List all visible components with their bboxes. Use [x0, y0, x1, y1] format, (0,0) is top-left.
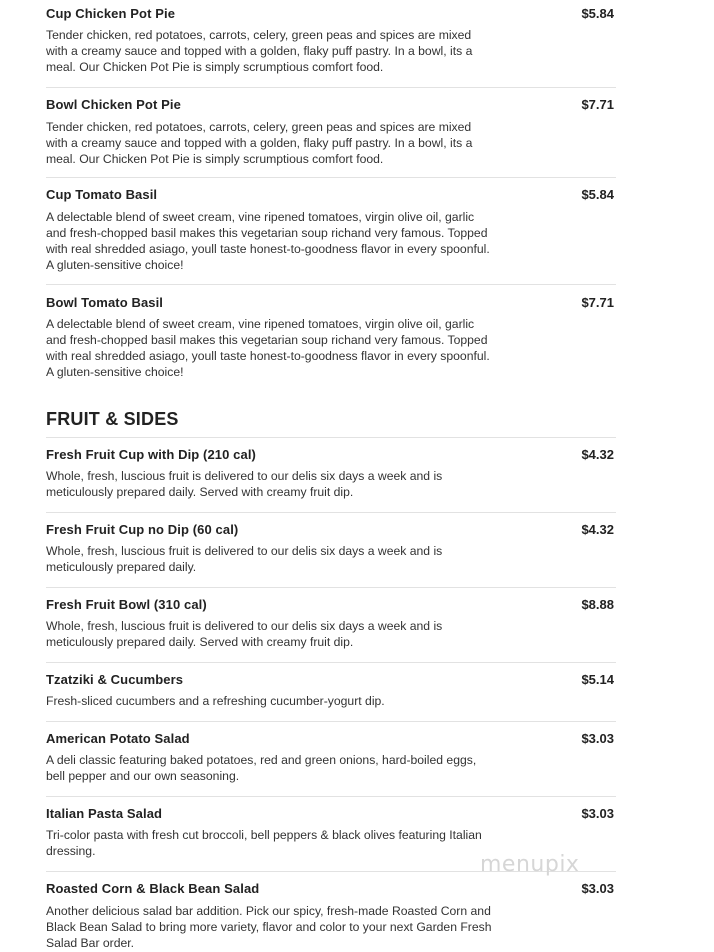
- item-price: $3.03: [581, 881, 614, 896]
- item-name: Italian Pasta Salad: [46, 806, 163, 821]
- item-name: Cup Tomato Basil: [46, 187, 158, 202]
- item-price: $4.32: [581, 447, 614, 462]
- item-description: A delectable blend of sweet cream, vine ripened tomatoes, virgin olive oil, garlic and fresh-chopped basil makes this vegetarian soup richand very famous. Topped with real shredded asiago, youll taste honest-to-goodness flavor in every spoonful. A gluten-sensitive choice!: [46, 210, 490, 272]
- item-price: $8.88: [581, 597, 614, 612]
- section-header: [46, 385, 616, 438]
- item-price: $5.84: [581, 187, 614, 202]
- menu-item: [46, 513, 616, 588]
- item-description: Tender chicken, red potatoes, carrots, celery, green peas and spices are mixed with a creamy sauce and topped with a golden, flaky puff pastry. In a bowl, its a meal. Our Chicken Pot Pie is simply scrumptious comfort food.: [46, 120, 473, 166]
- item-price: $5.84: [581, 6, 614, 21]
- menupix-watermark: menupix: [480, 852, 580, 877]
- item-description: Another delicious salad bar addition. Pick our spicy, fresh-made Roasted Corn and Black Bean Salad to bring more variety, flavor and color to your next Garden Fresh Salad Bar order.: [46, 904, 492, 950]
- menu-item: [46, 178, 616, 285]
- item-name: Fresh Fruit Cup with Dip (210 cal): [46, 447, 256, 462]
- menu-item: [46, 588, 616, 663]
- menu-page: [46, 0, 616, 952]
- menu-item: [46, 0, 616, 88]
- item-name: Roasted Corn & Black Bean Salad: [46, 881, 260, 896]
- item-description: Tender chicken, red potatoes, carrots, celery, green peas and spices are mixed with a creamy sauce and topped with a golden, flaky puff pastry. In a bowl, its a meal. Our Chicken Pot Pie is simply scrumptious comfort food.: [46, 28, 473, 74]
- menu-item: [46, 663, 616, 722]
- menu-item: [46, 285, 616, 385]
- menu-item: [46, 88, 616, 178]
- item-description: Tri-color pasta with fresh cut broccoli, bell peppers & black olives featuring Italian dressing.: [46, 828, 482, 858]
- item-name: Fresh Fruit Bowl (310 cal): [46, 597, 207, 612]
- menu-item: [46, 722, 616, 797]
- item-name: American Potato Salad: [46, 731, 190, 746]
- item-name: Bowl Chicken Pot Pie: [46, 97, 181, 112]
- section-title: FRUIT & SIDES: [46, 409, 179, 429]
- item-description: Whole, fresh, luscious fruit is delivered to our delis six days a week and is meticulously prepared daily. Served with creamy fruit dip.: [46, 619, 443, 649]
- item-description: Fresh-sliced cucumbers and a refreshing cucumber-yogurt dip.: [46, 694, 385, 708]
- item-name: Fresh Fruit Cup no Dip (60 cal): [46, 522, 239, 537]
- item-description: Whole, fresh, luscious fruit is delivered to our delis six days a week and is meticulously prepared daily. Served with creamy fruit dip.: [46, 469, 443, 499]
- item-price: $3.03: [581, 806, 614, 821]
- item-description: A delectable blend of sweet cream, vine ripened tomatoes, virgin olive oil, garlic and fresh-chopped basil makes this vegetarian soup richand very famous. Topped with real shredded asiago, youll taste honest-to-goodness flavor in every spoonful. A gluten-sensitive choice!: [46, 317, 490, 379]
- item-price: $4.32: [581, 522, 614, 537]
- menu-item: [46, 438, 616, 513]
- menu-item: [46, 872, 616, 952]
- item-price: $7.71: [581, 97, 614, 112]
- item-name: Tzatziki & Cucumbers: [46, 672, 184, 687]
- item-price: $3.03: [581, 731, 614, 746]
- item-description: Whole, fresh, luscious fruit is delivered to our delis six days a week and is meticulously prepared daily.: [46, 544, 443, 574]
- item-price: $5.14: [581, 672, 614, 687]
- item-name: Bowl Tomato Basil: [46, 295, 164, 310]
- item-description: A deli classic featuring baked potatoes, red and green onions, hard-boiled eggs, bell pepper and our own seasoning.: [46, 753, 477, 783]
- item-price: $7.71: [581, 295, 614, 310]
- item-name: Cup Chicken Pot Pie: [46, 6, 176, 21]
